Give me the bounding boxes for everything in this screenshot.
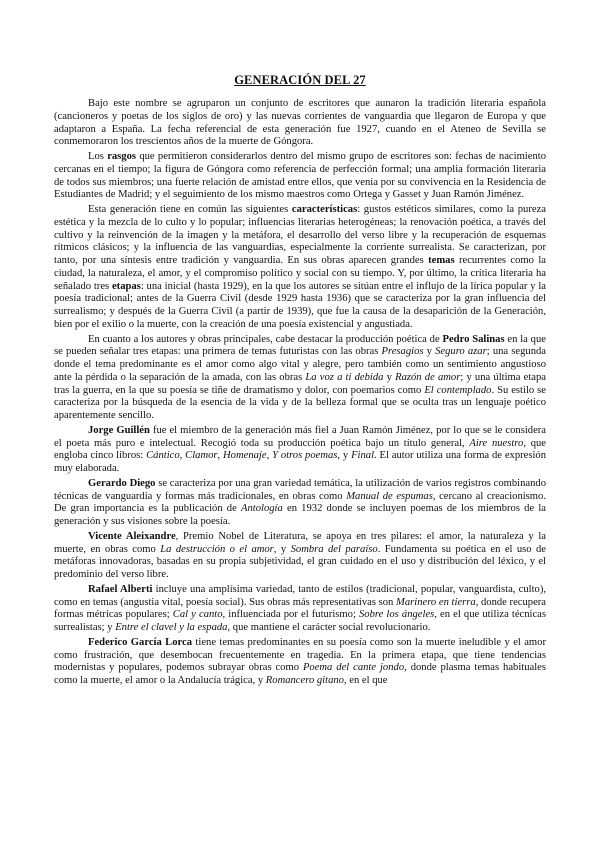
work-title: Homenaje: [223, 450, 267, 462]
keyword-temas: temas: [428, 255, 455, 266]
keyword-etapas: etapas: [111, 280, 141, 292]
document-body: [54, 98, 546, 688]
paragraph-jorge-guillen: Jorge Guillén fue el miembro de la generación más fiel a Juan Ramón Jiménez, por lo que se le considera el poeta más puro e intelectual. Recogió toda su producción poética bajo un título general, Aire nuestro, que engloba cinco libros: Cántico, Clamor, Homenaje, Y otros poemas, y Final. El autor utiliza una forma de expresión muy elaborada.: [54, 424, 547, 474]
paragraph-garcia-lorca: Federico García Lorca tiene temas predominantes en su poesía como son la muerte ineludible y el amor como frustración, que desembocan frecuentemente en tragedia. En la primera etapa, que tiene tendencias modernistas y populares, podemos subrayar obras como Poema del cante jondo, donde plasma temas habituales como la muerte, el amor o la Andalucía trágica, y Romancero gitano, en el que: [54, 636, 546, 686]
author-federico-garcia-lorca: Federico García Lorca: [88, 636, 193, 648]
author-vicente-aleixandre: Vicente Aleixandre: [88, 530, 176, 542]
work-title: Cántico: [146, 450, 180, 462]
keyword-caracteristicas: características: [291, 204, 358, 215]
author-gerardo-diego: Gerardo Diego: [88, 477, 156, 489]
author-jorge-guillen: Jorge Guillén: [88, 424, 150, 436]
work-title: Presagios: [381, 346, 424, 358]
work-title: Razón de amor: [395, 371, 461, 383]
work-title: Marinero en tierra: [396, 596, 476, 608]
paragraph-rasgos: Los rasgos que permitieron considerarlos dentro del mismo grupo de escritores son: fechas de nacimiento cercanas en el tiempo; la figura de Góngora como referencia de perfección formal; una amplia formación literaria de todos sus miembros; una fuerte relación de amistad entre ellos, que venía por su convivencia en la Residencia de Estudiantes de Madrid; y el seguimiento de los mismo maestros como Ortega y Gasset y Juan Ramón Jiménez.: [54, 151, 546, 201]
author-pedro-salinas: Pedro Salinas: [442, 333, 505, 345]
work-title: Clamor: [185, 450, 218, 462]
work-title: Manual de espumas: [346, 490, 433, 502]
work-title: La destrucción o el amor: [160, 543, 274, 555]
work-title: La voz a ti debida: [305, 371, 384, 383]
author-rafael-alberti: Rafael Alberti: [88, 583, 153, 595]
paragraph-pedro-salinas: En cuanto a los autores y obras principales, cabe destacar la producción poética de Pedro Salinas en la que se pueden señalar tres etapas: una primera de temas futuristas con las obras Presagios y Seguro azar; una segunda donde el tema predominante es el amor como algo vital y alegre, pero también como un sentimiento angustioso ante la pérdida o la separación de la amada, con las obras La voz a ti debida y Razón de amor; y una última etapa tras la guerra, en la que su poesía se tiñe de dramatismo y dolor, con poemarios como El contemplado. Su estilo se caracteriza por la búsqueda de la esencia de la vida y de la belleza formal que se oculta tras un lenguaje poético aparentemente sencillo.: [54, 333, 546, 421]
work-title: Romancero gitano: [265, 675, 344, 686]
paragraph-caracteristicas: Esta generación tiene en común las siguientes características: gustos estéticos similares, como la pureza estética y la mezcla de lo culto y lo popular; influencias literarias heterogéneas; la renovación poética, a través del cultivo y la reinvención de la imagen y la metáfora, el desarrollo del verso libre y la recuperación de esquemas rítmicos clásicos; y la influencia de las vanguardias, especialmente la corriente surrealista. Se caracterizan, por tanto, por una síntesis entre tradición y vanguardia. En sus obras aparecen grandes temas recurrentes como la ciudad, la naturaleza, el amor, y el compromiso político y social con su tiempo. Y, por último, la crítica literaria ha señalado tres etapas: una inicial (hasta 1929), en la que los autores se sitúan entre el influjo de la lírica popular y la poesía tradicional; antes de la Guerra Civil (desde 1929 hasta 1936) que se caracteriza por la gran influencia del surrealismo; y después de la Guerra Civil (a partir de 1939), que fue la causa de la desaparición de la Generación, bien por el exilio o la muerte, con la creación de una poesía existencial y angustiada.: [54, 204, 547, 330]
work-title: Final: [351, 450, 375, 462]
work-title: Y otros poemas: [272, 450, 338, 462]
work-title: Sombra del paraíso: [290, 543, 378, 555]
keyword-rasgos: rasgos: [107, 151, 137, 162]
paragraph-vicente-aleixandre: Vicente Aleixandre, Premio Nobel de Literatura, se apoya en tres pilares: el amor, la naturaleza y la muerte, en obras como La destrucción o el amor, y Sombra del paraíso. Fundamenta su poética en el uso de metáforas innovadoras, basadas en su propia subjetividad, el gran cuidado en el uso y distribución del léxico, y el predominio del verso libre.: [54, 530, 547, 580]
work-title: Cal y canto: [172, 609, 223, 621]
paragraph-rafael-alberti: Rafael Alberti incluye una amplísima variedad, tanto de estilos (tradicional, popular, vanguardista, culto), como en temas (angustia vital, poesía social). Sus obras más representativas son Marinero en tierra, donde recupera formas métricas populares; Cal y canto, influenciada por el futurismo; Sobre los ángeles, en el que utiliza técnicas surrealistas; y Entre el clavel y la espada, que mantiene el carácter social revolucionario.: [54, 583, 547, 633]
document-title: GENERACIÓN DEL 27: [234, 73, 366, 87]
work-title: Poema del cante jondo: [302, 662, 405, 674]
work-title: Aire nuestro: [469, 437, 524, 449]
work-title: Antología: [241, 503, 283, 515]
work-title: El contemplado: [424, 384, 492, 396]
work-title: Entre el clavel y la espada: [115, 622, 228, 633]
paragraph-gerardo-diego: Gerardo Diego se caracteriza por una gran variedad temática, la utilización de varios registros combinando técnicas de vanguardia y formas más tradicionales, en obras como Manual de espumas, cercano al creacionismo. De gran importancia es la publicación de Antología en 1932 donde se incluyen poemas de los miembros de la generación y sus visiones sobre la poesía.: [54, 477, 547, 527]
paragraph-intro: Bajo este nombre se agruparon un conjunto de escritores que aunaron la tradición literaria española (cancioneros y poetas de los siglos de oro) y las nuevas corrientes de vanguardia que llegaron de Europa y que adaptaron a España. La fecha referencial de esta generación fue 1927, cuando en el Ateneo de Sevilla se conmemoraron los trescientos años de la muerte de Góngora.: [54, 98, 546, 148]
work-title: Sobre los ángeles: [359, 609, 435, 621]
work-title: Seguro azar: [435, 346, 487, 358]
